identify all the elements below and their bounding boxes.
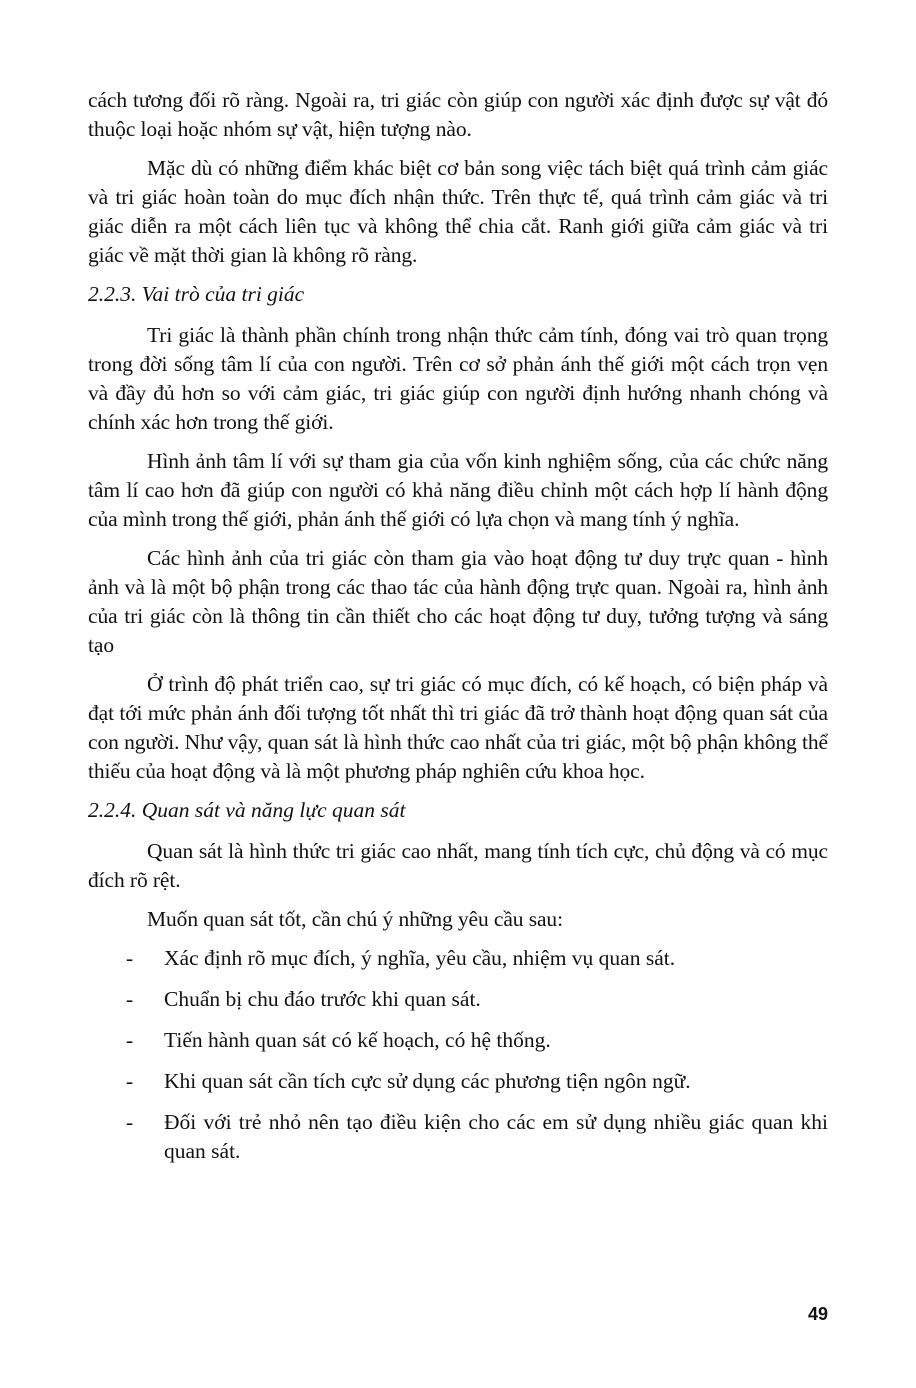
paragraph-role-2: Hình ảnh tâm lí với sự tham gia của vốn kinh nghiệm sống, của các chức năng tâm lí cao hơn đã giúp con người có khả năng điều chỉnh một cách hợp lí hành động của mình trong thế giới, phản ánh thế giới có lựa chọn và mang tính ý nghĩa.: [88, 449, 828, 531]
paragraph-perception-distinction: Mặc dù có những điểm khác biệt cơ bản song việc tách biệt quá trình cảm giác và tri giác hoàn toàn do mục đích nhận thức. Trên thực tế, quá trình cảm giác và tri giác diễn ra một cách liên tục và không thể chia cắt. Ranh giới giữa cảm giác và tri giác về mặt thời gian là không rõ ràng.: [88, 156, 828, 267]
list-item: [88, 1067, 828, 1096]
paragraph-observation-1: Quan sát là hình thức tri giác cao nhất, mang tính tích cực, chủ động và có mục đích rõ rệt.: [88, 839, 828, 892]
list-item-text: Tiến hành quan sát có kế hoạch, có hệ thống.: [164, 1028, 551, 1052]
paragraph-role-3: Các hình ảnh của tri giác còn tham gia vào hoạt động tư duy trực quan - hình ảnh và là một bộ phận trong các thao tác của hành động trực quan. Ngoài ra, hình ảnh của tri giác còn là thông tin cần thiết cho các hoạt động tư duy, tưởng tượng và sáng tạo: [88, 546, 828, 657]
list-item-text: Đối với trẻ nhỏ nên tạo điều kiện cho các em sử dụng nhiều giác quan khi quan sát.: [164, 1110, 828, 1163]
list-item: [88, 944, 828, 973]
paragraph-role-4: Ở trình độ phát triển cao, sự tri giác có mục đích, có kế hoạch, có biện pháp và đạt tới mức phản ánh đối tượng tốt nhất thì tri giác đã trở thành hoạt động quan sát của con người. Như vậy, quan sát là hình thức cao nhất của tri giác, một bộ phận không thể thiếu của hoạt động và là một phương pháp nghiên cứu khoa học.: [88, 672, 828, 783]
list-item: [88, 1026, 828, 1055]
paragraph-observation-2: Muốn quan sát tốt, cần chú ý những yêu cầu sau:: [147, 907, 563, 931]
paragraph-role-1: Tri giác là thành phần chính trong nhận thức cảm tính, đóng vai trò quan trọng trong đời sống tâm lí của con người. Trên cơ sở phản ánh thế giới một cách trọn vẹn và đầy đủ hơn so với cảm giác, tri giác giúp con người định hướng nhanh chóng và chính xác hơn trong thế giới.: [88, 323, 828, 434]
list-item-text: Khi quan sát cần tích cực sử dụng các phương tiện ngôn ngữ.: [164, 1069, 691, 1093]
section-heading-2-2-3: 2.2.3. Vai trò của tri giác: [88, 282, 305, 306]
section-heading-2-2-4: 2.2.4. Quan sát và năng lực quan sát: [88, 798, 406, 822]
list-item: [88, 1108, 828, 1166]
list-dash: -: [126, 1110, 134, 1134]
requirements-list: [88, 944, 828, 1166]
list-dash: -: [126, 946, 134, 970]
list-dash: -: [126, 1069, 134, 1093]
list-dash: -: [126, 1028, 134, 1052]
page-number: 49: [808, 1304, 829, 1324]
list-dash: -: [126, 987, 134, 1011]
list-item: [88, 985, 828, 1014]
paragraph-continuation: cách tương đối rõ ràng. Ngoài ra, tri giác còn giúp con người xác định được sự vật đó thuộc loại hoặc nhóm sự vật, hiện tượng nào.: [88, 88, 828, 141]
document-page: [88, 86, 828, 1178]
list-item-text: Xác định rõ mục đích, ý nghĩa, yêu cầu, nhiệm vụ quan sát.: [164, 946, 676, 970]
list-item-text: Chuẩn bị chu đáo trước khi quan sát.: [164, 987, 481, 1011]
